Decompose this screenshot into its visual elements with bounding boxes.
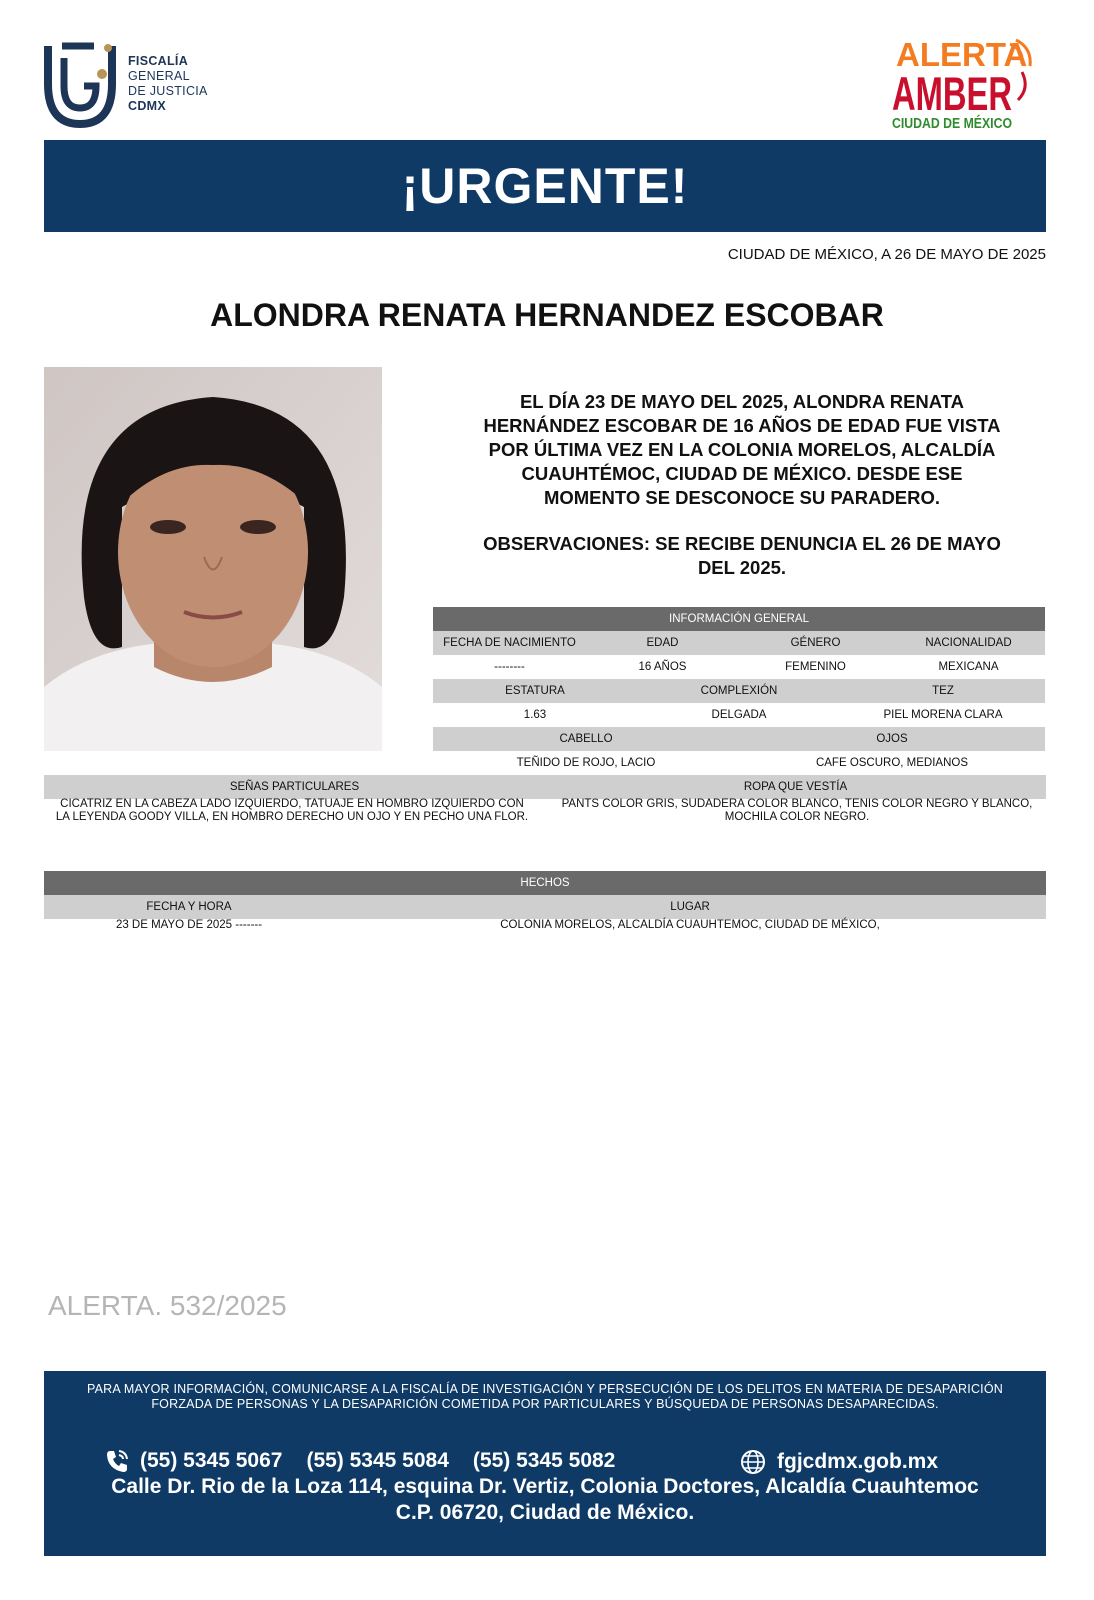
- notice-line: PARA MAYOR INFORMACIÓN, COMUNICARSE A LA FISCALÍA DE INVESTIGACIÓN Y PERSECUCIÓN DE LOS DELITOS EN MATERIA DE DESAPARICIÓN: [86, 1382, 1004, 1396]
- header-birthdate: FECHA DE NACIMIENTO: [443, 637, 576, 649]
- org-line: GENERAL: [128, 69, 190, 83]
- amber-line1: ALERTA: [896, 36, 1028, 73]
- distinguishing-marks: [52, 798, 532, 824]
- value-place: COLONIA MORELOS, ALCALDÍA CUAUHTEMOC, CIUDAD DE MÉXICO,: [500, 919, 880, 931]
- header-distinguishing-marks: SEÑAS PARTICULARES: [229, 781, 360, 793]
- notice-line: FORZADA DE PERSONAS Y LA DESAPARICIÓN COMETIDA POR PARTICULARES Y BÚSQUEDA DE PERSONAS DESAPARECIDAS.: [151, 1397, 939, 1411]
- date-line: CIUDAD DE MÉXICO, A 26 DE MAYO DE 2025: [727, 246, 1046, 263]
- amber-line3: CIUDAD DE MÉXICO: [892, 116, 1034, 132]
- header-age: EDAD: [646, 637, 679, 649]
- clothing-line: PANTS COLOR GRIS, SUDADERA COLOR BLANCO, TENIS COLOR NEGRO Y BLANCO,: [561, 798, 1033, 810]
- observation-line: OBSERVACIONES: SE RECIBE DENUNCIA EL 26 DE MAYO: [483, 533, 1001, 554]
- hechos-title: HECHOS: [520, 877, 570, 889]
- phone-line: [104, 1448, 639, 1474]
- org-line: DE JUSTICIA: [128, 84, 208, 98]
- description-line: CUAUHTÉMOC, CIUDAD DE MÉXICO. DESDE ESE: [521, 463, 963, 484]
- alert-number: ALERTA. 532/2025: [48, 1290, 287, 1321]
- clothing-line: MOCHILA COLOR NEGRO.: [724, 811, 870, 823]
- phone-number[interactable]: (55) 5345 5082: [472, 1449, 616, 1472]
- web-line: [739, 1448, 938, 1476]
- urgent-banner: ¡URGENTE!: [44, 140, 1046, 232]
- footer-notice: [64, 1382, 1026, 1412]
- description-line: EL DÍA 23 DE MAYO DEL 2025, ALONDRA RENATA: [519, 391, 965, 412]
- address-line: Calle Dr. Rio de la Loza 114, esquina Dr. Vertiz, Colonia Doctores, Alcaldía Cuauhtemoc: [111, 1475, 979, 1498]
- header-complexion: TEZ: [932, 685, 954, 697]
- phone-number[interactable]: (55) 5345 5067: [140, 1449, 283, 1472]
- value-hair: TEÑIDO DE ROJO, LACIO: [516, 757, 656, 769]
- header-date-time: FECHA Y HORA: [146, 901, 232, 913]
- header-nationality: NACIONALIDAD: [925, 637, 1012, 649]
- value-date-time: 23 DE MAYO DE 2025 -------: [115, 919, 263, 931]
- value-build: DELGADA: [711, 709, 767, 721]
- info-row2-values: [433, 703, 1045, 727]
- header-gender: GÉNERO: [790, 637, 841, 649]
- org-line: CDMX: [128, 99, 167, 113]
- header-build: COMPLEXIÓN: [700, 685, 778, 697]
- marks-line: CICATRIZ EN LA CABEZA LADO IZQUIERDO, TATUAJE EN HOMBRO IZQUIERDO CON: [60, 798, 524, 810]
- phone-number[interactable]: (55) 5345 5084: [306, 1449, 449, 1472]
- value-eyes: CAFE OSCURO, MEDIANOS: [815, 757, 969, 769]
- header-clothing: ROPA QUE VESTÍA: [743, 781, 848, 793]
- header-eyes: OJOS: [876, 733, 908, 745]
- hechos-title-row: [44, 871, 1046, 895]
- info-row2-headers: [433, 679, 1045, 703]
- value-birthdate: --------: [494, 661, 525, 673]
- marks-line: LA LEYENDA GOODY VILLA, EN HOMBRO DERECHO UN OJO Y EN PECHO UNA FLOR.: [55, 811, 529, 823]
- header-height: ESTATURA: [505, 685, 565, 697]
- value-complexion: PIEL MORENA CLARA: [883, 709, 1003, 721]
- fgj-wordmark: [128, 54, 208, 114]
- value-height: 1.63: [523, 709, 547, 721]
- info-row3-values: [433, 751, 1045, 775]
- address-line: C.P. 06720, Ciudad de México.: [395, 1501, 695, 1524]
- value-nationality: MEXICANA: [938, 661, 999, 673]
- description-line: POR ÚLTIMA VEZ EN LA COLONIA MORELOS, ALCALDÍA: [488, 439, 996, 460]
- missing-person-photo: [44, 367, 382, 751]
- observations: [446, 532, 1038, 580]
- website-link[interactable]: fgjcdmx.gob.mx: [777, 1450, 939, 1473]
- info-table-title: [433, 607, 1045, 631]
- person-name: ALONDRA RENATA HERNANDEZ ESCOBAR: [210, 297, 884, 333]
- info-row1-values: [433, 655, 1045, 679]
- org-line: FISCALÍA: [128, 54, 189, 68]
- phone-icon: [104, 1448, 130, 1474]
- alerta-amber-logo: [890, 36, 1040, 136]
- value-gender: FEMENINO: [785, 661, 846, 673]
- footer: [44, 1371, 1046, 1556]
- info-title: INFORMACIÓN GENERAL: [669, 613, 809, 625]
- features-headers: [44, 775, 1046, 799]
- value-age: 16 AÑOS: [638, 661, 687, 673]
- amber-line2: AMBER: [892, 67, 1012, 120]
- hechos-values: [44, 915, 1046, 935]
- info-row1-headers: [433, 631, 1045, 655]
- info-row3-headers: [433, 727, 1045, 751]
- globe-icon: [739, 1448, 767, 1476]
- case-description: [446, 390, 1038, 510]
- description-line: MOMENTO SE DESCONOCE SU PARADERO.: [543, 487, 941, 508]
- header-hair: CABELLO: [559, 733, 613, 745]
- observation-line: DEL 2025.: [697, 557, 787, 578]
- header-place: LUGAR: [670, 901, 710, 913]
- description-line: HERNÁNDEZ ESCOBAR DE 16 AÑOS DE EDAD FUE VISTA: [483, 415, 1001, 436]
- clothing-description: [556, 798, 1038, 824]
